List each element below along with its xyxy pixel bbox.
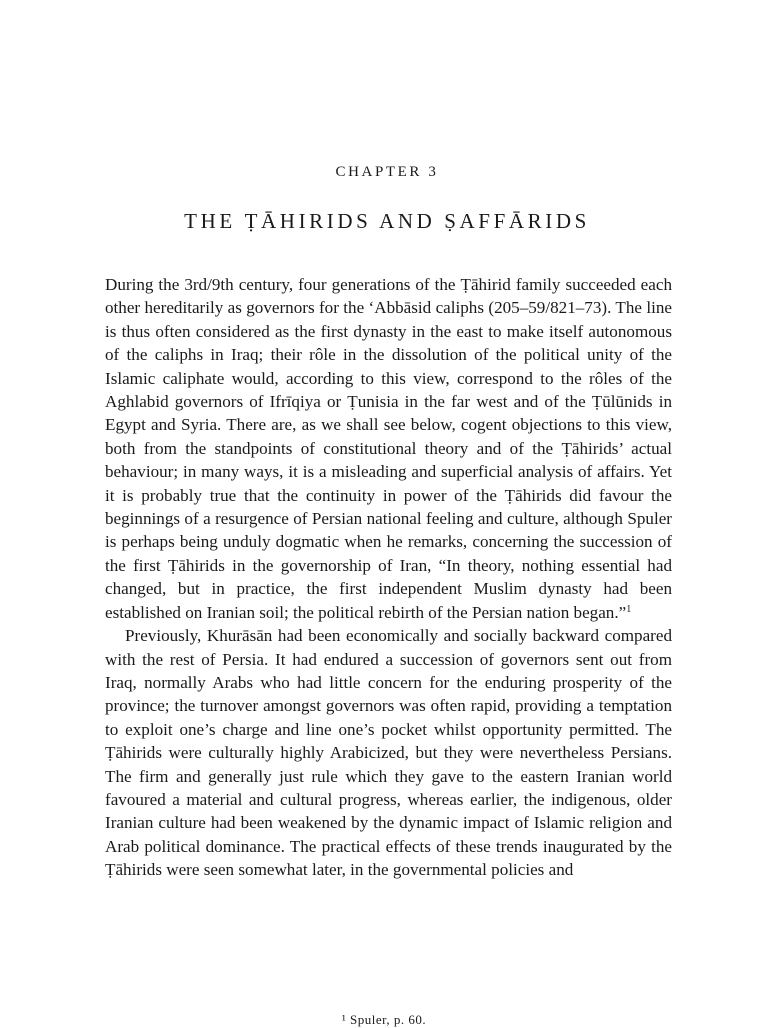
footnote-reference: 1 [626,603,632,615]
chapter-title: THE ṬĀHIRIDS AND ṢAFFĀRIDS [184,209,590,233]
footnote: ¹ Spuler, p. 60. [341,1012,427,1027]
paragraph-1-text: During the 3rd/9th century, four generations of the Ṭāhirid family succeeded each other hereditarily as governors for the ‘Abbāsid caliphs (205–59/821–73). The line is thus often considered as the first dynasty in the east to make itself autonomous of the caliphs in Iraq; their rôle in the dissolution of the political unity of the Islamic caliphate would, according to this view, correspond to the rôles of the Aghlabid governors of Ifrīqiya or Ṭunisia in the far west and of the Ṭūlūnids in Egypt and Syria. There are, as we shall see below, cogent objections to this view, both from the standpoints of constitutional theory and of the Ṭāhirids’ actual behaviour; in many ways, it is a misleading and superficial analysis of affairs. Yet it is probably true that the continuity in power of the Ṭāhirids did favour the beginnings of a resurgence of Persian national feeling and culture, although Spuler is perhaps being unduly dogmatic when he remarks, concerning the succession of the first Ṭāhirids in the governorship of Iran, “In theory, nothing essential had changed, but in practice, the first independent Muslim dynasty had been established on Iranian soil; the political rebirth of the Persian nation began.” [105,275,672,622]
paragraph-2: Previously, Khurāsān had been economically and socially backward compared with the rest of Persia. It had endured a succession of governors sent out from Iraq, normally Arabs who had little concern for the enduring prosperity of the province; the turnover amongst governors was often rapid, providing a temptation to exploit one’s charge and line one’s pocket whilst opportunity permitted. The Ṭāhirids were culturally highly Arabicized, but they were nevertheless Persians. The firm and generally just rule which they gave to the eastern Iranian world favoured a material and cultural progress, whereas earlier, the indigenous, older Iranian culture had been weakened by the dynamic impact of Islamic religion and Arab political dominance. The practical effects of these trends inaugurated by the Ṭāhirids were seen somewhat later, in the governmental policies and [105,626,672,880]
chapter-number: CHAPTER 3 [335,164,439,180]
paragraph-1 [105,273,672,624]
body-text [105,273,672,882]
